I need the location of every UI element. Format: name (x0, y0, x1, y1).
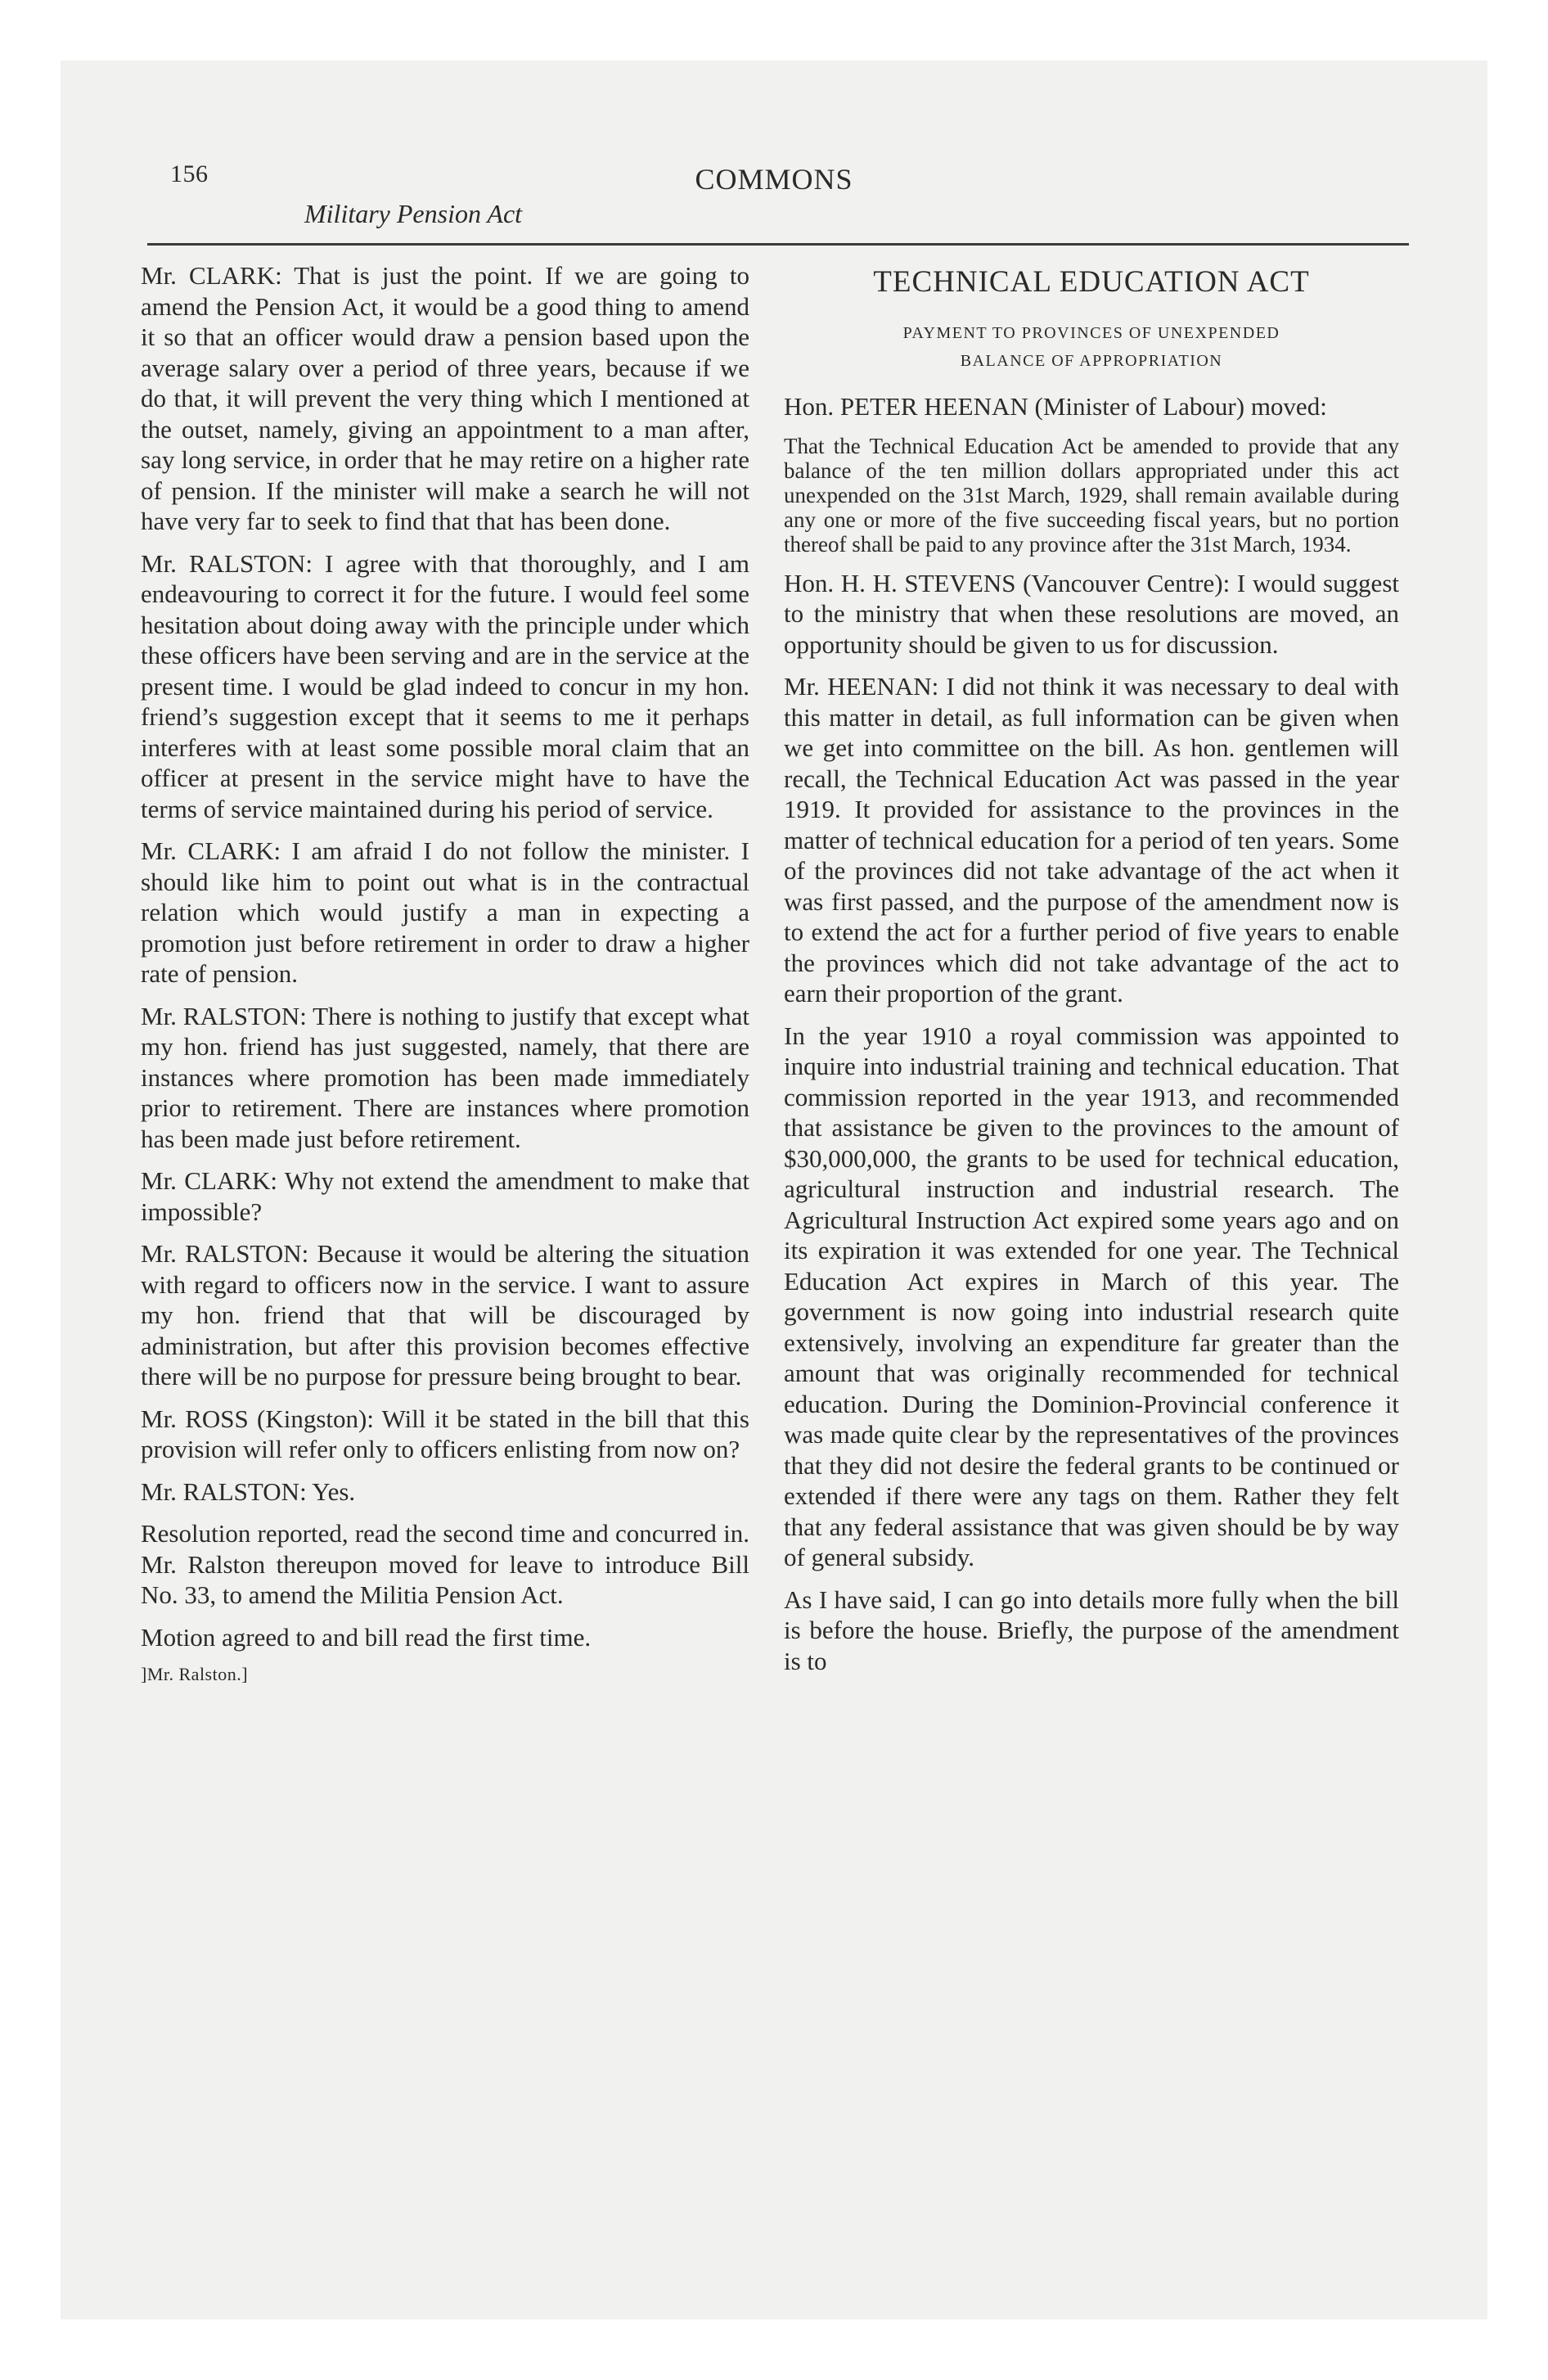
paragraph: Mr. CLARK: I am afraid I do not follow the minister. I should like him to point out what is in the contractual relation which would justify a man in expecting a promotion just before retirement in order to draw a higher rate of pension. (141, 836, 749, 988)
section-subtitle (784, 319, 1399, 375)
paragraph: Mr. CLARK: Why not extend the amendment to make that impossible? (141, 1166, 749, 1226)
paragraph: Motion agreed to and bill read the first time. (141, 1622, 592, 1652)
running-head: COMMONS (695, 163, 853, 196)
paragraph: Mr. RALSTON: There is nothing to justify that except what my hon. friend has just suggested, namely, that there are instances where promotion has been made immediately prior to retirement. There are instances where promotion has been made just before retirement. (141, 1001, 749, 1153)
paragraph: Resolution reported, read the second time and concurred in. Mr. Ralston thereupon moved for leave to introduce Bill No. 33, to amend the Militia Pension Act. (141, 1519, 749, 1609)
paragraph: Mr. RALSTON: I agree with that thoroughly, and I am endeavouring to correct it for the future. I would feel some hesitation about doing away with the principle under which these officers have been serving and are in the service at the present time. I would be glad indeed to concur in my hon. friend’s suggestion except that it seems to me it perhaps interferes with at least some possible moral claim that an officer at present in the service might have to have the terms of service maintained during his period of service. (141, 548, 749, 823)
header-rule (147, 243, 1409, 246)
paragraph: Mr. RALSTON: Because it would be altering the situation with regard to officers now in the service. I want to assure my hon. friend that that will be discouraged by administration, but after this provision becomes effective there will be no purpose for pressure being brought to bear. (141, 1239, 749, 1391)
right-column (784, 260, 1399, 1688)
paragraph: In the year 1910 a royal commission was appointed to inquire into industrial training and technical education. That commission reported in the year 1913, and recommended that assistance be given to the provinces to the amount of $30,000,000, the grants to be used for technical education, agricultural instruction and industrial research. The Agricultural Instruction Act expired some years ago and on its expiration it was extended for one year. The Technical Education Act expires in March of this year. The government is now going into industrial research quite extensively, involving an expenditure far greater than the amount that was originally recommended for technical education. During the Dominion-Provincial conference it was made quite clear by the representatives of the provinces that they did not desire the federal grants to be continued or extended if there were any tags on them. Rather they felt that any federal assistance that was given should be by way of general subsidy. (784, 1021, 1399, 1571)
subtitle-line: PAYMENT TO PROVINCES OF UNEXPENDED (902, 324, 1280, 342)
subtitle-line: BALANCE OF APPROPRIATION (960, 352, 1223, 370)
paragraph: Mr. RALSTON: Yes. (141, 1476, 356, 1506)
paragraph: Mr. HEENAN: I did not think it was necessary to deal with this matter in detail, as full information can be given when we get into committee on the bill. As hon. gentlemen will recall, the Technical Education Act was passed in the year 1919. It provided for assistance to the provinces in the matter of technical education for a period of ten years. Some of the provinces did not take advantage of the act when it was first passed, and the purpose of the amendment now is to extend the act for a further period of five years to enable the provinces which did not take advantage of the act to earn their proportion of the grant. (784, 672, 1399, 1007)
page-number: 156 (170, 160, 209, 187)
speaker-attribution: ]Mr. Ralston.] (141, 1664, 249, 1684)
left-column (141, 260, 749, 1690)
section-head: Military Pension Act (304, 199, 523, 228)
paragraph: Hon. H. H. STEVENS (Vancouver Centre): I would suggest to the ministry that when these resolutions are moved, an opportunity should be given to us for discussion. (784, 568, 1399, 659)
paragraph: As I have said, I can go into details more fully when the bill is before the house. Briefly, the purpose of the amendment is to (784, 1584, 1399, 1675)
paragraph: Hon. PETER HEENAN (Minister of Labour) moved: (784, 392, 1327, 421)
paragraph: Mr. ROSS (Kingston): Will it be stated in the bill that this provision will refer only to officers enlisting from now on? (141, 1404, 749, 1463)
section-title: TECHNICAL EDUCATION ACT (873, 265, 1310, 299)
motion-text: That the Technical Education Act be amended to provide that any balance of the ten million dollars appropriated under this act unexpended on the 31st March, 1929, shall remain available during any one or more of the five succeeding fiscal years, but no portion thereof shall be paid to any province after the 31st March, 1934. (784, 433, 1399, 557)
paragraph: Mr. CLARK: That is just the point. If we are going to amend the Pension Act, it would be a good thing to amend it so that an officer would draw a pension based upon the average salary over a period of three years, because if we do that, it will prevent the very thing which I mentioned at the outset, namely, giving an appointment to a man after, say long service, in order that he may retire on a higher rate of pension. If the minister will make a search he will not have very far to seek to find that that has been done. (141, 261, 749, 535)
